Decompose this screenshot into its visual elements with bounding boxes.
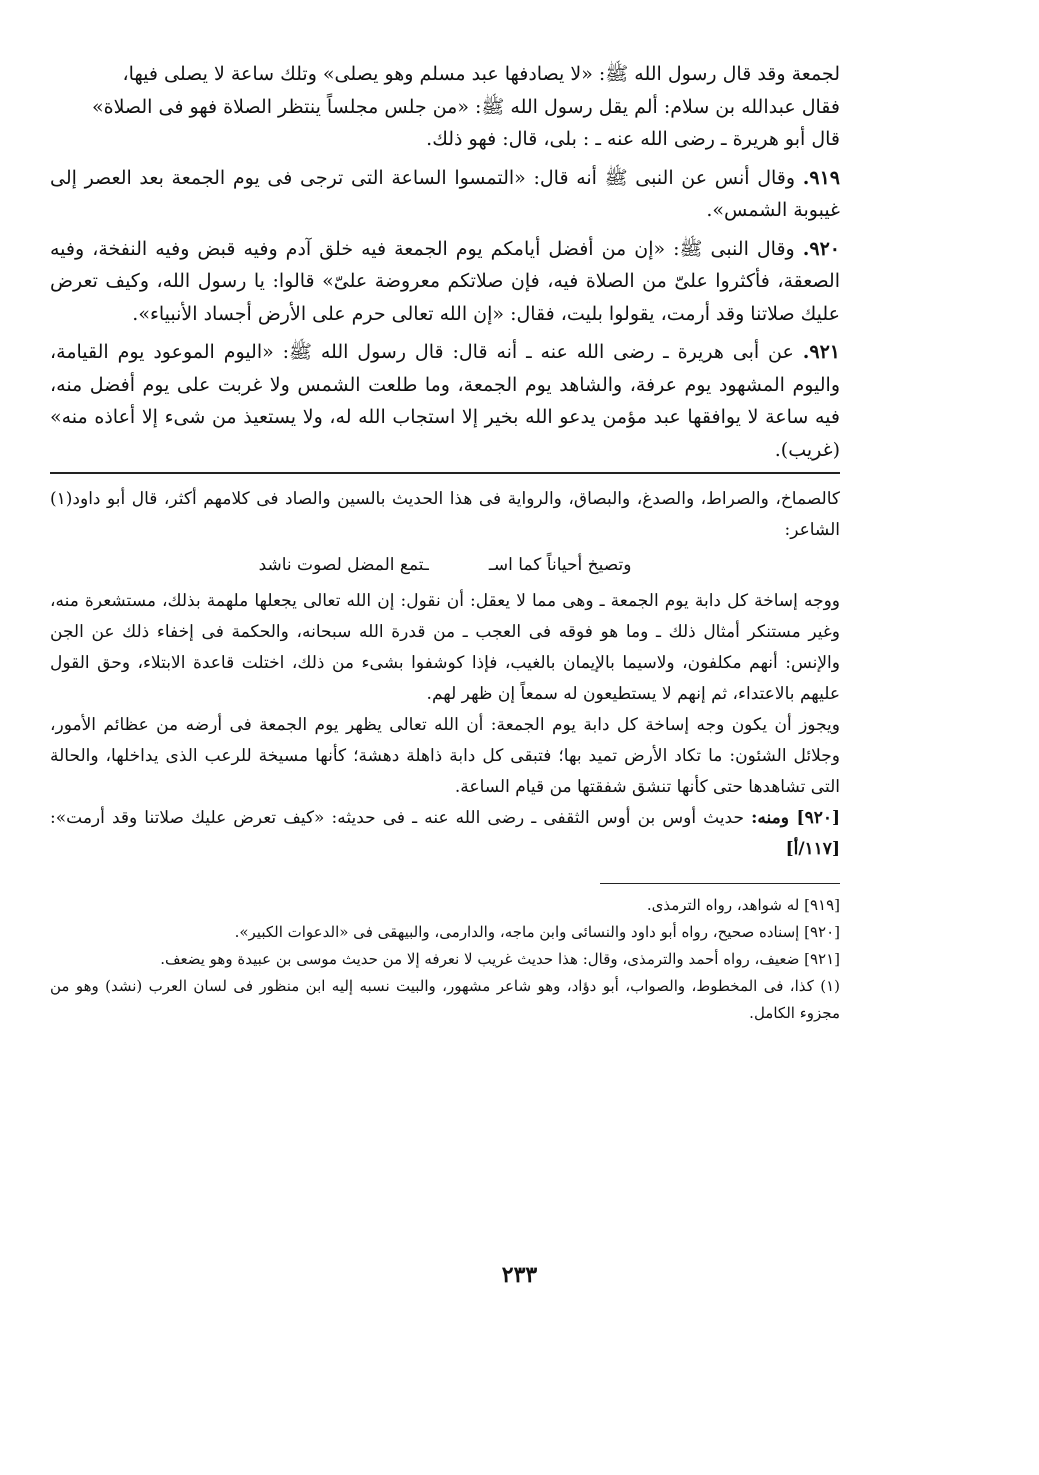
footnote: (١) كذا، فى المخطوط، والصواب، أبو دؤاد، وهو شاعر مشهور، والبيت نسبه إليه ابن منظور فى لسان العرب (نشد) وهو من مجزوء الكامل. [50,977,840,1022]
footnotes [50,892,840,1027]
hadith-number: ٩٢٠. [802,237,840,260]
commentary-paragraph [50,803,840,865]
footnote: [٩٢١] ضعيف، رواه أحمد والترمذى، وقال: هذا حديث غريب لا نعرفه إلا من حديث موسى بن عبيدة وهو يضعف. [160,950,840,968]
commentary-text: حديث أوس بن أوس الثقفى ـ رضى الله عنه ـ فى حديثه: «كيف تعرض عليك صلاتنا وقد أرمت»: [50,808,744,828]
hadith-number: ٩١٩. [802,166,840,189]
section-divider [50,472,840,474]
hadith-text: وقال أنس عن النبى ﷺ أنه قال: «التمسوا الساعة التى ترجى فى يوم الجمعة بعد العصر إلى غيبوبة الشمس». [50,166,840,221]
verse-second-hemistich: ـتمع المضل لصوت ناشد [258,555,429,575]
footnote: [٩١٩] له شواهد، رواه الترمذى. [646,896,840,914]
hadith-text: وقال النبى ﷺ: «إن من أفضل أيامكم يوم الجمعة فيه خلق آدم وفيه قبض وفيه النفخة، وفيه الصعقة، فأكثروا علىّ من الصلاة فيه، فإن صلاتكم معروضة علىّ» قالوا: يا رسول الله، وكيف تعرض عليك صلاتنا وقد أرمت، يقولوا بليت، فقال: «إن الله تعالى حرم على الأرض أجساد الأنبياء». [50,237,840,325]
footnote: [٩٢٠] إسناده صحيح، رواه أبو داود والنسائى وابن ماجه، والدارمى، والبيهقى فى «الدعوات الكبير». [234,923,840,941]
text-line: قال أبو هريرة ـ رضى الله عنه ـ : بلى، قال: فهو ذلك. [426,128,840,150]
verse-first-hemistich: وتصيخ أحياناً كما اسـ [488,555,632,575]
hadith-number: ٩٢١. [802,341,841,363]
reference-number: [٩٢٠] ومنه: [751,808,841,828]
hadith-919 [50,162,840,227]
main-text [50,58,840,466]
poetry-verse [50,548,840,582]
commentary [50,484,840,865]
manuscript-page-ref: [١١٧/أ] [785,839,840,859]
commentary-paragraph: ووجه إساخة كل دابة يوم الجمعة ـ وهى مما لا يعقل: أن نقول: إن الله تعالى يجعلها ملهمة بذلك، مستشعرة منه، وغير مستنكر أمثال ذلك ـ وما هو فوقه فى العجب ـ من قدرة الله سبحانه، والحكمة فى إخفاء ذلك عن الجن والإنس: أنهم مكلفون، ولاسيما بالإيمان بالغيب، فإذا كوشفوا بشىء من ذلك، اختلت قاعدة الابتلاء، وحق القول عليهم بالاعتداء، ثم إنهم لا يستطيعون له سمعاً إن ظهر لهم. [50,591,840,704]
page-body [50,58,840,1027]
commentary-paragraph: ويجوز أن يكون وجه إساخة كل دابة يوم الجمعة: أن الله تعالى يظهر يوم الجمعة فى أرضه من عظائم الأمور، وجلائل الشئون: ما تكاد الأرض تميد بها؛ فتبقى كل دابة ذاهلة دهشة؛ كأنها مسيخة للرعب الذى يداخلها، والحالة التى تشاهدها حتى كأنها تنشق شفقتها من قيام الساعة. [50,715,840,797]
text-line: لجمعة وقد قال رسول الله ﷺ: «لا يصادفها عبد مسلم وهو يصلى» وتلك ساعة لا يصلى فيها، [122,63,840,85]
hadith-920 [50,233,840,331]
commentary-paragraph: كالصماخ، والصراط، والصدغ، والبصاق، والرواية فى هذا الحديث بالسين والصاد فى كلامهم أكثر، قال أبو داود(١) الشاعر: [50,489,840,540]
text-line: فقال عبدالله بن سلام: ألم يقل رسول الله ﷺ: «من جلس مجلساً ينتظر الصلاة فهو فى الصلاة» [92,95,840,118]
hadith-921 [50,336,840,466]
hadith-text: عن أبى هريرة ـ رضى الله عنه ـ أنه قال: قال رسول الله ﷺ: «اليوم الموعود يوم القيامة، واليوم المشهود يوم عرفة، والشاهد يوم الجمعة، وما طلعت الشمس ولا غربت على يوم أفضل منه، فيه ساعة لا يوافقها عبد مؤمن يدعو الله بخير إلا استجاب الله له، ولا يستعيذ من شىء إلا أعاذه منه» (غريب). [50,341,840,461]
footnote-divider [600,883,840,884]
page-number: ٢٣٣ [501,1262,538,1288]
